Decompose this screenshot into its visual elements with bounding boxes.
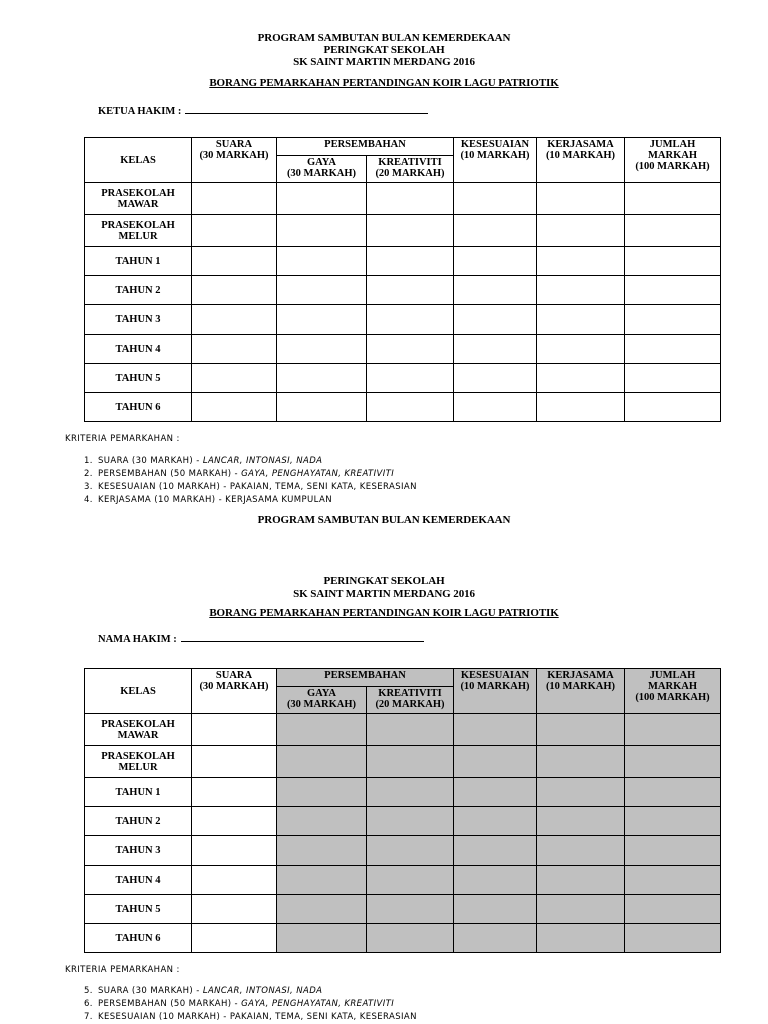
criteria-list: [84, 455, 417, 507]
shaded-cell: [625, 714, 721, 746]
row-label: TAHUN 1: [85, 778, 192, 807]
shaded-cell: [454, 714, 537, 746]
header-persembahan: PERSEMBAHAN: [277, 138, 454, 156]
header-jumlah: JUMLAH MARKAH (100 MARKAH): [625, 138, 721, 183]
score-cell[interactable]: [192, 215, 277, 247]
score-cell[interactable]: [192, 247, 277, 276]
shaded-cell: [367, 895, 454, 924]
shaded-cell: [454, 746, 537, 778]
score-cell[interactable]: [454, 215, 537, 247]
shaded-cell: [367, 924, 454, 953]
shaded-cell: [537, 895, 625, 924]
criteria-item: 4. KERJASAMA (10 MARKAH) - KERJASAMA KUMPULAN: [84, 495, 332, 505]
criteria-title: KRITERIA PEMARKAHAN :: [65, 965, 180, 975]
score-cell[interactable]: [625, 215, 721, 247]
judge-label: KETUA HAKIM :: [98, 106, 182, 117]
row-label: TAHUN 3: [85, 836, 192, 866]
row-label: TAHUN 5: [85, 364, 192, 393]
shaded-cell: [625, 924, 721, 953]
shaded-cell: [454, 924, 537, 953]
score-cell[interactable]: [454, 305, 537, 335]
header-kesesuaian: KESESUAIAN (10 MARKAH): [454, 669, 537, 714]
shaded-cell: [367, 836, 454, 866]
score-cell[interactable]: [277, 364, 367, 393]
shaded-cell: [367, 778, 454, 807]
score-cell[interactable]: [277, 335, 367, 364]
score-cell[interactable]: [625, 393, 721, 422]
school-title: SK SAINT MARTIN MERDANG 2016: [293, 56, 475, 68]
row-label: TAHUN 6: [85, 393, 192, 422]
shaded-cell: [454, 836, 537, 866]
criteria-item: 3. KESESUAIAN (10 MARKAH) - PAKAIAN, TEMA, SENI KATA, KESERASIAN: [84, 482, 417, 492]
score-cell[interactable]: [277, 247, 367, 276]
form-title: BORANG PEMARKAHAN PERTANDINGAN KOIR LAGU PATRIOTIK: [209, 77, 559, 89]
shaded-cell: [367, 714, 454, 746]
score-cell[interactable]: [625, 335, 721, 364]
header-kreativiti: KREATIVITI (20 MARKAH): [367, 687, 454, 714]
score-cell[interactable]: [367, 393, 454, 422]
judge-signature-line[interactable]: [185, 104, 428, 114]
shaded-cell: [537, 714, 625, 746]
criteria-item: 6. PERSEMBAHAN (50 MARKAH) - GAYA, PENGHAYATAN, KREATIVITI: [84, 999, 395, 1009]
shaded-cell: [367, 746, 454, 778]
score-cell[interactable]: [367, 247, 454, 276]
form-title: BORANG PEMARKAHAN PERTANDINGAN KOIR LAGU PATRIOTIK: [209, 607, 559, 619]
shaded-cell: [277, 836, 367, 866]
header-jumlah: JUMLAH MARKAH (100 MARKAH): [625, 669, 721, 714]
score-cell[interactable]: [454, 183, 537, 215]
shaded-cell: [537, 866, 625, 895]
score-cell[interactable]: [537, 215, 625, 247]
score-cell[interactable]: [454, 247, 537, 276]
score-cell[interactable]: [192, 746, 277, 778]
judge-field[interactable]: [98, 632, 424, 646]
row-label: TAHUN 5: [85, 895, 192, 924]
score-cell[interactable]: [625, 183, 721, 215]
header-suara: SUARA (30 MARKAH): [192, 669, 277, 714]
score-cell[interactable]: [367, 335, 454, 364]
row-label: TAHUN 4: [85, 866, 192, 895]
score-cell[interactable]: [192, 866, 277, 895]
header-kesesuaian: KESESUAIAN (10 MARKAH): [454, 138, 537, 183]
program-title: PROGRAM SAMBUTAN BULAN KEMERDEKAAN: [257, 32, 511, 44]
header-suara: SUARA (30 MARKAH): [192, 138, 277, 183]
row-label: TAHUN 2: [85, 276, 192, 305]
score-table-shaded: [84, 668, 721, 953]
row-label: PRASEKOLAH MELUR: [85, 746, 192, 778]
score-cell[interactable]: [277, 393, 367, 422]
score-cell[interactable]: [367, 215, 454, 247]
row-label: TAHUN 6: [85, 924, 192, 953]
score-cell[interactable]: [192, 305, 277, 335]
score-cell[interactable]: [277, 183, 367, 215]
score-cell[interactable]: [192, 924, 277, 953]
shaded-cell: [537, 746, 625, 778]
score-cell[interactable]: [277, 305, 367, 335]
judge-label: NAMA HAKIM :: [98, 634, 177, 645]
criteria-list: [84, 985, 417, 1024]
shaded-cell: [625, 836, 721, 866]
score-cell[interactable]: [192, 778, 277, 807]
program-title: PROGRAM SAMBUTAN BULAN KEMERDEKAAN: [257, 514, 511, 526]
criteria-item: 5. SUARA (30 MARKAH) - LANCAR, INTONASI, NADA: [84, 986, 323, 996]
score-cell[interactable]: [192, 807, 277, 836]
shaded-cell: [537, 836, 625, 866]
shaded-cell: [625, 895, 721, 924]
criteria-item: 1. SUARA (30 MARKAH) - LANCAR, INTONASI, NADA: [84, 456, 323, 466]
shaded-cell: [454, 895, 537, 924]
score-cell[interactable]: [537, 364, 625, 393]
judge-signature-line[interactable]: [181, 632, 424, 642]
score-cell[interactable]: [454, 276, 537, 305]
score-cell[interactable]: [537, 247, 625, 276]
score-table: [84, 137, 721, 422]
score-cell[interactable]: [454, 335, 537, 364]
header-kreativiti: KREATIVITI (20 MARKAH): [367, 156, 454, 183]
score-cell[interactable]: [537, 276, 625, 305]
shaded-cell: [454, 807, 537, 836]
score-cell[interactable]: [192, 364, 277, 393]
header-kelas: KELAS: [85, 138, 192, 183]
score-cell[interactable]: [277, 276, 367, 305]
header-gaya: GAYA (30 MARKAH): [277, 687, 367, 714]
score-cell[interactable]: [537, 393, 625, 422]
school-title: SK SAINT MARTIN MERDANG 2016: [293, 588, 475, 600]
shaded-cell: [537, 807, 625, 836]
level-title: PERINGKAT SEKOLAH: [323, 44, 445, 56]
shaded-cell: [367, 866, 454, 895]
score-cell[interactable]: [192, 335, 277, 364]
header-kerjasama: KERJASAMA (10 MARKAH): [537, 138, 625, 183]
shaded-cell: [277, 807, 367, 836]
header-kerjasama: KERJASAMA (10 MARKAH): [537, 669, 625, 714]
criteria-item: 2. PERSEMBAHAN (50 MARKAH) - GAYA, PENGHAYATAN, KREATIVITI: [84, 469, 395, 479]
criteria-title: KRITERIA PEMARKAHAN :: [65, 434, 180, 444]
score-cell[interactable]: [367, 364, 454, 393]
row-label: PRASEKOLAH MAWAR: [85, 714, 192, 746]
shaded-cell: [625, 778, 721, 807]
shaded-cell: [625, 746, 721, 778]
row-label: TAHUN 3: [85, 305, 192, 335]
score-cell[interactable]: [192, 183, 277, 215]
shaded-cell: [537, 778, 625, 807]
score-cell[interactable]: [367, 305, 454, 335]
shaded-cell: [277, 924, 367, 953]
header-kelas: KELAS: [85, 669, 192, 714]
header-persembahan: PERSEMBAHAN: [277, 669, 454, 687]
shaded-cell: [277, 714, 367, 746]
shaded-cell: [625, 866, 721, 895]
score-cell[interactable]: [192, 393, 277, 422]
score-cell[interactable]: [192, 714, 277, 746]
row-label: TAHUN 2: [85, 807, 192, 836]
level-title: PERINGKAT SEKOLAH: [323, 575, 445, 587]
score-cell[interactable]: [625, 276, 721, 305]
score-cell[interactable]: [625, 247, 721, 276]
score-cell[interactable]: [625, 305, 721, 335]
score-cell[interactable]: [192, 836, 277, 866]
shaded-cell: [625, 807, 721, 836]
row-label: PRASEKOLAH MELUR: [85, 215, 192, 247]
header-gaya: GAYA (30 MARKAH): [277, 156, 367, 183]
shaded-cell: [537, 924, 625, 953]
shaded-cell: [277, 895, 367, 924]
score-cell[interactable]: [454, 364, 537, 393]
score-cell[interactable]: [192, 895, 277, 924]
judge-field[interactable]: [98, 104, 428, 118]
row-label: TAHUN 1: [85, 247, 192, 276]
score-cell[interactable]: [454, 393, 537, 422]
shaded-cell: [454, 778, 537, 807]
score-cell[interactable]: [537, 183, 625, 215]
row-label: PRASEKOLAH MAWAR: [85, 183, 192, 215]
score-cell[interactable]: [192, 276, 277, 305]
score-cell[interactable]: [625, 364, 721, 393]
shaded-cell: [277, 778, 367, 807]
row-label: TAHUN 4: [85, 335, 192, 364]
shaded-cell: [277, 746, 367, 778]
score-cell[interactable]: [537, 305, 625, 335]
score-cell[interactable]: [277, 215, 367, 247]
score-cell[interactable]: [537, 335, 625, 364]
score-cell[interactable]: [367, 183, 454, 215]
shaded-cell: [367, 807, 454, 836]
shaded-cell: [454, 866, 537, 895]
score-cell[interactable]: [367, 276, 454, 305]
shaded-cell: [277, 866, 367, 895]
criteria-item: 7. KESESUAIAN (10 MARKAH) - PAKAIAN, TEMA, SENI KATA, KESERASIAN: [84, 1012, 417, 1022]
